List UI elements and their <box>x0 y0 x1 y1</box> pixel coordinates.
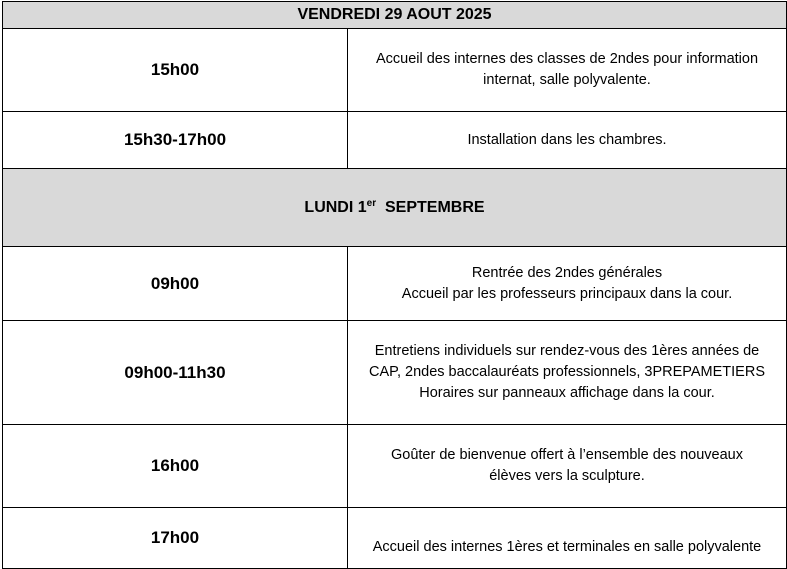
day-header-friday <box>3 2 787 29</box>
description-line: CAP, 2ndes baccalauréats professionnels, 3PREPAMETIERS <box>369 364 765 380</box>
day-title-suffix: SEPTEMBRE <box>385 198 485 216</box>
row-time: 09h00-11h30 <box>3 321 348 425</box>
description-line: Entretiens individuels sur rendez-vous des 1ères années de <box>374 343 760 359</box>
row-time: 16h00 <box>3 425 348 508</box>
schedule-row <box>3 321 787 425</box>
schedule-table <box>2 1 787 569</box>
schedule-row <box>3 29 787 112</box>
description-line: Accueil des internes 1ères et terminales en salle polyvalente <box>372 539 762 555</box>
description-line: Horaires sur panneaux affichage dans la cour. <box>419 385 715 401</box>
description-line: Rentrée des 2ndes générales <box>471 264 663 281</box>
schedule-row <box>3 508 787 569</box>
row-description <box>348 29 787 112</box>
row-description <box>348 112 787 169</box>
row-description <box>348 508 787 569</box>
description-line: Accueil des internes des classes de 2ndes pour information <box>375 51 759 67</box>
row-description <box>348 321 787 425</box>
description-line: Installation dans les chambres. <box>467 131 667 148</box>
day-title <box>3 169 787 247</box>
day-title-prefix: LUNDI 1 <box>304 198 367 216</box>
schedule-row <box>3 425 787 508</box>
day-header-monday <box>3 169 787 247</box>
row-time: 17h00 <box>3 508 348 569</box>
schedule-row <box>3 247 787 321</box>
row-description <box>348 425 787 508</box>
day-title: VENDREDI 29 AOUT 2025 <box>3 2 787 29</box>
row-description <box>348 247 787 321</box>
description-line: élèves vers la sculpture. <box>489 468 645 484</box>
row-time: 15h00 <box>3 29 348 112</box>
description-line: Goûter de bienvenue offert à l’ensemble des nouveaux <box>391 447 744 463</box>
row-time: 09h00 <box>3 247 348 321</box>
schedule-row <box>3 112 787 169</box>
day-title-superscript: er <box>366 197 377 209</box>
row-time: 15h30-17h00 <box>3 112 348 169</box>
description-line: internat, salle polyvalente. <box>483 72 651 88</box>
description-line: Accueil par les professeurs principaux dans la cour. <box>401 285 733 302</box>
